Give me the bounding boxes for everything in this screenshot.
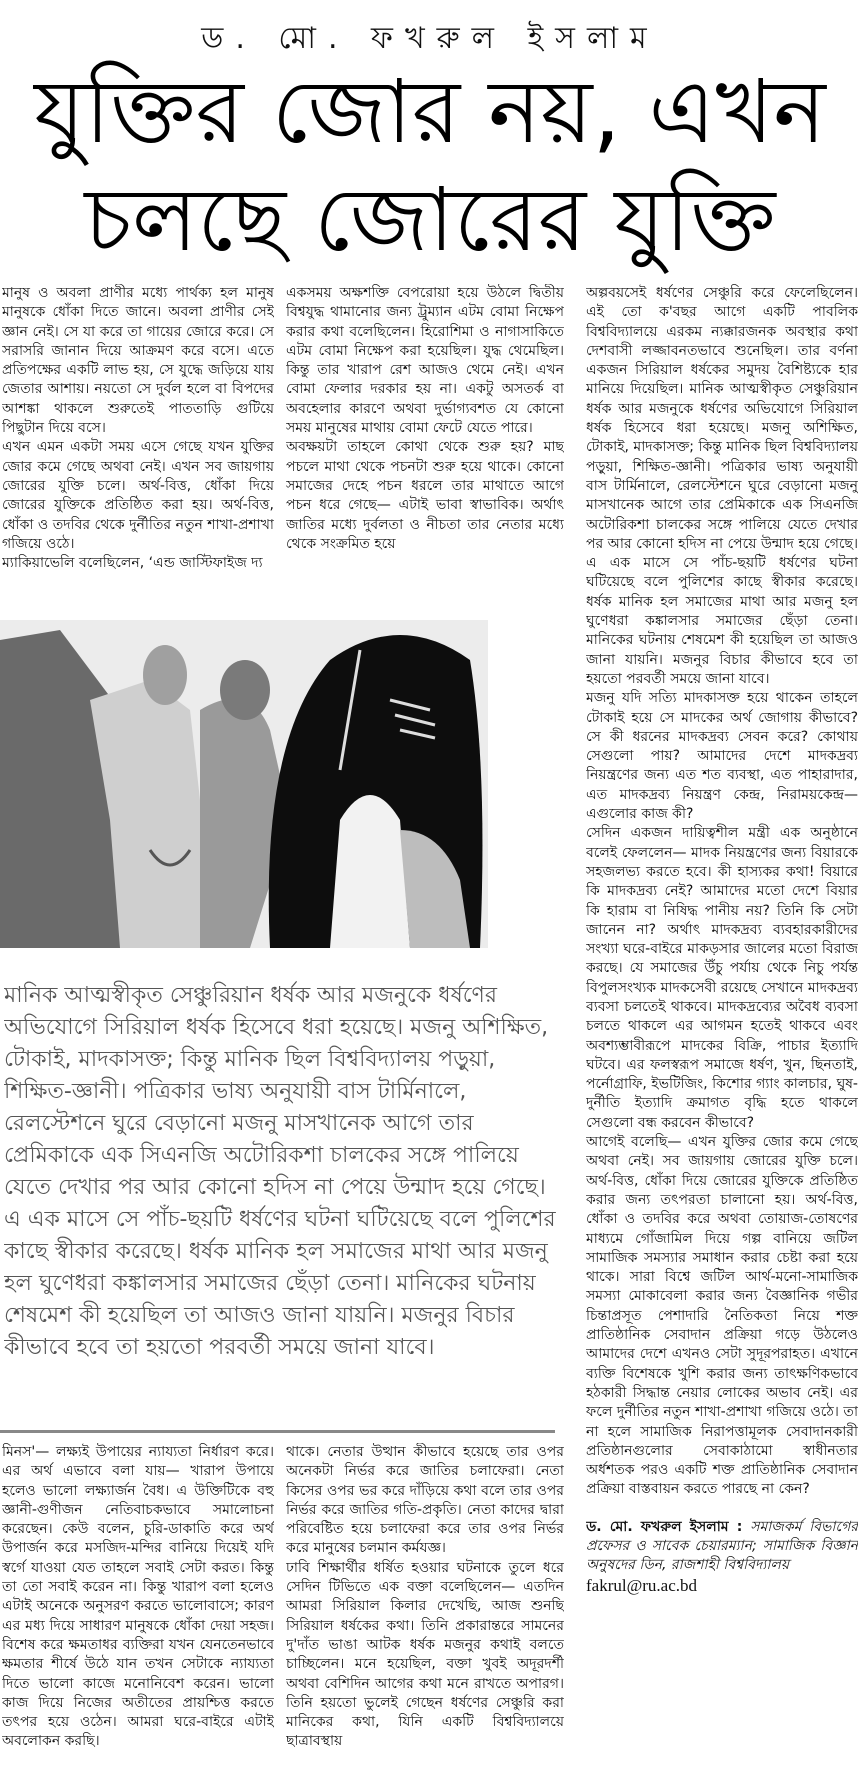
article-illustration (0, 620, 488, 948)
paragraph: অল্পবয়সেই ধর্ষণের সেঞ্চুরি করে ফেলেছিলেন। এই তো ক'বছর আগে একটি পাবলিক বিশ্ববিদ্যালয়ে এরকম ন্যক্কারজনক অবস্থার কথা দেশবাসী লজ্জাবনতভাবে শুনেছিল। তার বর্ণনা একজন সিরিয়াল ধর্ষকের সমুদয় বৈশিষ্ট্যকে হার মানিয়ে দিয়েছিল। মানিক আত্মস্বীকৃত সেঞ্চুরিয়ান ধর্ষক আর মজনুকে ধর্ষণের অভিযোগে সিরিয়াল ধর্ষক হিসেবে ধরা হয়েছে। মজনু অশিক্ষিত, টোকাই, মাদকাসক্ত; কিন্তু মানিক ছিল বিশ্ববিদ্যালয় পড়ুয়া, শিক্ষিত-জ্ঞানী। পত্রিকার ভাষ্য অনুযায়ী বাস টার্মিনালে, রেলস্টেশনে ঘুরে বেড়ানো মজনু মাসখানেক আগে তার প্রেমিকাকে এক সিএনজি অটোরিকশা চালকের সঙ্গে পালিয়ে যেতে দেখার পর আর কোনো হদিস না পেয়ে উন্মাদ হয়ে গেছে। এ এক মাসে সে পাঁচ-ছয়টি ধর্ষণের ঘটনা ঘটিয়েছে বলে পুলিশের কাছে স্বীকার করেছে। ধর্ষক মানিক হল সমাজের মাথা আর মজনু হল ঘুণেধরা কঙ্কালসার সমাজের ছেঁড়া তেনা। মানিকের ঘটনায় শেষমেশ কী হয়েছিল তা আজও জানা যায়নি। মজনুর বিচার কীভাবে হবে তা হয়তো পরবর্তী সময়ে জানা যাবে। (586, 285, 858, 687)
column-1-bottom (2, 1443, 274, 1788)
paragraph: মানুষ ও অবলা প্রাণীর মধ্যে পার্থক্য হল মানুষ মানুষকে ধোঁকা দিতে জানে। অবলা প্রাণীর সেই জ্ঞান নেই। সে যা করে তা গায়ের জোরে করে। সে সরাসরি জানান দিয়ে আক্রমণ করে বসে। এতে প্রতিপক্ষের একটি লাভ হয়, সে যুদ্ধে জড়িয়ে যায় জেতার আশায়। নয়তো সে দুর্বল হলে বা বিপদের আশঙ্কা থাকলে শুরুতেই পাততাড়ি গুটিয়ে পিছুটান দিয়ে বসে। (2, 285, 274, 437)
paragraph: এখন এমন একটা সময় এসে গেছে যখন যুক্তির জোর কমে গেছে অথবা নেই। এখন সব জায়গায় জোরের যুক্তি চলে। অর্থ-বিত্ত, ধোঁকা দিয়ে জোরের যুক্তিকে প্রতিষ্ঠিত করা হয়। অর্থ-বিত্ত, ধোঁকা ও তদবির থেকে দুর্নীতির নতুন শাখা-প্রশাখা গজিয়ে ওঠে। (2, 439, 274, 552)
author-name: ড. মো. ফখরুল ইসলাম : (586, 1518, 743, 1535)
paragraph: একসময় অক্ষশক্তি বেপরোয়া হয়ে উঠলে দ্বিতীয় বিশ্বযুদ্ধ থামানোর জন্য ট্রুম্যান এটম বোমা নিক্ষেপ করার কথা বলেছিলেন। হিরোশিমা ও নাগাসাকিতে এটম বোমা নিক্ষেপ করা হয়েছিল। যুদ্ধ থেমেছিল। কিন্তু তার খারাপ রেশ আজও থেমে নেই। এখন বোমা ফেলার দরকার হয় না। একটু অসতর্ক বা অবহেলার কারণে অথবা দুর্ভাগ্যবশত যে কোনো সময় মানুষের মাথায় বোমা ফেটে যেতে পারে। (286, 285, 564, 437)
paragraph: অবক্ষয়টা তাহলে কোথা থেকে শুরু হয়? মাছ পচলে মাথা থেকে পচনটা শুরু হয়ে থাকে। কোনো সমাজের দেহে পচন ধরলে তার মাথাতে আগে পচন ধরে গেছে— এটাই ভাবা স্বাভাবিক। অর্থাৎ জাতির মধ্যে দুর্বলতা ও নীচতা তার নেতার মধ্যে থেকে সংক্রমিত হয়ে (286, 439, 564, 552)
headline-line-2: চলছে জোরের যুক্তি (84, 168, 776, 271)
paragraph: আগেই বলেছি— এখন যুক্তির জোর কমে গেছে অথবা নেই। সব জায়গায় জোরের যুক্তি চলে। অর্থ-বিত্ত, ধোঁকা দিয়ে জোরের যুক্তিকে প্রতিষ্ঠিত করার জন্য তৎপরতা চালানো হয়। অর্থ-বিত্ত, ধোঁকা ও তদবির করে অথবা তোয়াজ-তোষণের মাধ্যমে গোঁজামিল দিয়ে গল্প বানিয়ে জটিল সামাজিক সমস্যার সমাধান করার চেষ্টা করা হয়ে থাকে। সারা বিশ্বে জটিল আর্থ-মনো-সামাজিক সমস্যা মোকাবেলা করার জন্য বৈজ্ঞানিক গভীর চিন্তাপ্রসূত পেশাদারি নৈতিকতা নিয়ে শক্ত প্রাতিষ্ঠানিক সেবাদান প্রক্রিয়া গড়ে উঠলেও আমাদের দেশে এখনও সেটা সুদূরপরাহত। এখানে ব্যক্তি বিশেষকে খুশি করার জন্য তাৎক্ষণিকভাবে হঠকারী সিদ্ধান্ত নেয়ার লোকের অভাব নেই। এর ফলে দুর্নীতির নতুন শাখা-প্রশাখা গজিয়ে ওঠে। তা না হলে সামাজিক নিরাপত্তামূলক সেবাদানকারী প্রতিষ্ঠানগুলোর সেবাকাঠামো স্বাধীনতার অর্ধশতক পরও একটি শক্ত প্রাতিষ্ঠানিক সেবাদান প্রক্রিয়া বাস্তবায়ন করতে পারছে না কেন? (586, 1134, 858, 1498)
paragraph: সেদিন একজন দায়িত্বশীল মন্ত্রী এক অনুষ্ঠানে বলেই ফেললেন— মাদক নিয়ন্ত্রণের জন্য বিয়ারকে সহজলভ্য করতে হবে। কী হাস্যকর কথা! বিয়ারে কি মাদকদ্রব্য নেই? আমাদের মতো দেশে বিয়ার কি হারাম বা নিষিদ্ধ পানীয় নয়? তিনি কি সেটা জানেন না? অর্থাৎ মাদকদ্রব্য ব্যবহারকারীদের সংখ্যা ঘরে-বাইরে মাকড়সার জালের মতো বিরাজ করছে। যে সমাজের উঁচু পর্যায় থেকে নিচু পর্যন্ত বিপুলসংখ্যক মাদকসেবী রয়েছে সেখানে মাদকদ্রব্য ব্যবসা চলতেই থাকবে। মাদকদ্রব্যের অবৈধ ব্যবসা চলতে থাকলে এর আগমন হতেই থাকবে এবং অবশ্যম্ভাবীরূপে মাদকের বিক্রি, পাচার ইত্যাদি ঘটবে। এর ফলস্বরূপ সমাজে ধর্ষণ, খুন, ছিনতাই, পর্নোগ্রাফি, ইভটিজিং, কিশোর গ্যাং কালচার, ঘুষ-দুর্নীতি ইত্যাদি ক্রমাগত বৃদ্ধি হতে থাকলে সেগুলো বন্ধ করবেন কীভাবে? (586, 825, 858, 1131)
author-byline: ড. মো. ফখরুল ইসলাম (201, 21, 659, 56)
paragraph: ম্যাকিয়াভেলি বলেছিলেন, ‘এন্ড জাস্টিফাইজ দ্য (2, 555, 263, 572)
column-1-top (2, 284, 274, 594)
paragraph: মজনু যদি সত্যি মাদকাসক্ত হয়ে থাকেন তাহলে টোকাই হয়ে সে মাদকের অর্থ জোগায় কীভাবে? সে কী ধরনের মাদকদ্রব্য সেবন করে? কোথায় সেগুলো পায়? আমাদের দেশে মাদকদ্রব্য নিয়ন্ত্রণের জন্য এত শত ব্যবস্থা, এত পাহারাদার, এত মাদকদ্রব্য নিয়ন্ত্রণ কেন্দ্র, নিরাময়কেন্দ্র— এগুলোর কাজ কী? (586, 690, 858, 823)
headline-line-1: যুক্তির জোর নয়, এখন (34, 60, 826, 163)
paragraph: মিনস'— লক্ষ্যই উপায়ের ন্যায্যতা নির্ধারণ করে। এর অর্থ এভাবে বলা যায়— খারাপ উপায়ে হলেও ভালো লক্ষ্যার্জন বৈধ। এ উক্তিটিকে বহু জ্ঞানী-গুণীজন নেতিবাচকভাবে সমালোচনা করেছেন। কেউ বলেন, চুরি-ডাকাতি করে অর্থ উপার্জন করে মসজিদ-মন্দির বানিয়ে দিয়েই যদি স্বর্গে যাওয়া যেত তাহলে সবাই সেটা করত। কিন্তু তা তো সবাই করেন না। কিন্তু খারাপ বলা হলেও এটাই অনেকে অনুসরণ করতে ভালোবাসে; কারণ এর মধ্য দিয়ে সাধারণ মানুষকে ধোঁকা দেয়া সহজ। বিশেষ করে ক্ষমতাধর ব্যক্তিরা যখন যেনতেনভাবে ক্ষমতার শীর্ষে উঠে যান তখন সেটাকে ন্যায্যতা দিতে ভালো কাজে মনোনিবেশ করেন। ভালো কাজ দিয়ে নিজের অতীতের প্রায়শ্চিত্ত করতে তৎপর হয়ে ওঠেন। আমরা ঘরে-বাইরে এটাই অবলোকন করছি। (2, 1444, 274, 1750)
column-2-top (286, 284, 564, 594)
author-bio (586, 1518, 858, 1597)
paragraph: থাকে। নেতার উত্থান কীভাবে হয়েছে তার ওপর অনেকটা নির্ভর করে জাতির চলাফেরা। নেতা কিসের ওপর ভর করে দাঁড়িয়ে কথা বলে তার ওপর নির্ভর করে জাতির গতি-প্রকৃতি। নেতা কাদের দ্বারা পরিবেষ্টিত হয়ে চলাফেরা করে তার ওপর নির্ভর করে মানুষের চলমান কর্মযজ্ঞ। (286, 1444, 564, 1557)
author-details: সমাজকর্ম বিভাগের প্রফেসর ও সাবেক চেয়ারম্যান; সামাজিক বিজ্ঞান অনুষদের ডিন, রাজশাহী বিশ্ববিদ্যালয় (586, 1518, 858, 1574)
column-3 (586, 284, 858, 1784)
paragraph: ঢাবি শিক্ষার্থীর ধর্ষিত হওয়ার ঘটনাকে তুলে ধরে সেদিন টিভিতে এক বক্তা বলেছিলেন— এতদিন আমরা সিরিয়াল কিলার দেখেছি, আজ শুনছি সিরিয়াল ধর্ষকের কথা। তিনি প্রকারান্তরে সামনের দু'দাঁত ভাঙা আটক ধর্ষক মজনুর কথাই বলতে চাচ্ছিলেন। মনে হয়েছিল, বক্তা খুবই অদূরদর্শী অথবা বেশিদিন আগের কথা মনে রাখতে অপারগ। তিনি হয়তো ভুলেই গেছেন ধর্ষণের সেঞ্চুরি করা মানিকের কথা, যিনি একটি বিশ্ববিদ্যালয়ে ছাত্রাবস্থায় (286, 1559, 564, 1750)
author-email[interactable]: fakrul@ru.ac.bd (586, 1575, 697, 1595)
divider (0, 1430, 555, 1433)
pull-quote: মানিক আত্মস্বীকৃত সেঞ্চুরিয়ান ধর্ষক আর মজনুকে ধর্ষণের অভিযোগে সিরিয়াল ধর্ষক হিসেবে ধরা হয়েছে। মজনু অশিক্ষিত, টোকাই, মাদকাসক্ত; কিন্তু মানিক ছিল বিশ্ববিদ্যালয় পড়ুয়া, শিক্ষিত-জ্ঞানী। পত্রিকার ভাষ্য অনুযায়ী বাস টার্মিনালে, রেলস্টেশনে ঘুরে বেড়ানো মজনু মাসখানেক আগে তার প্রেমিকাকে এক সিএনজি অটোরিকশা চালকের সঙ্গে পালিয়ে যেতে দেখার পর আর কোনো হদিস না পেয়ে উন্মাদ হয়ে গেছে। এ এক মাসে সে পাঁচ-ছয়টি ধর্ষণের ঘটনা ঘটিয়েছে বলে পুলিশের কাছে স্বীকার করেছে। ধর্ষক মানিক হল সমাজের মাথা আর মজনু হল ঘুণেধরা কঙ্কালসার সমাজের ছেঁড়া তেনা। মানিকের ঘটনায় শেষমেশ কী হয়েছিল তা আজও জানা যায়নি। মজনুর বিচার কীভাবে হবে তা হয়তো পরবর্তী সময়ে জানা যাবে। (4, 983, 556, 1360)
illustration-graphic (0, 620, 488, 948)
column-2-bottom (286, 1443, 564, 1788)
